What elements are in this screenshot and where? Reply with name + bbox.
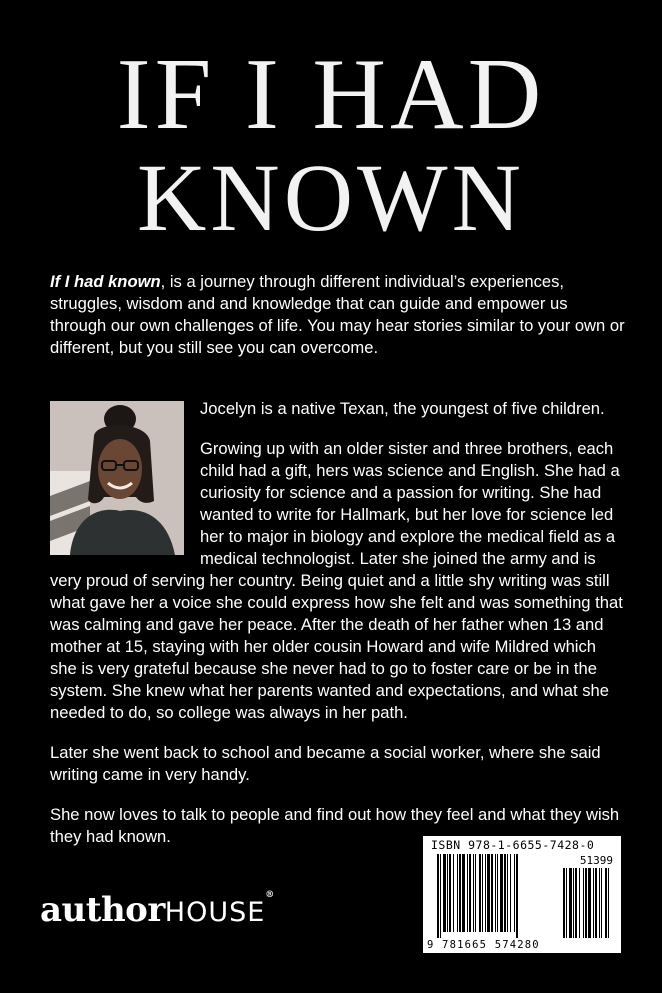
title-line-2: KNOWN: [137, 144, 525, 251]
registered-mark: ®: [265, 890, 274, 900]
bio-paragraph-4: She now loves to talk to people and find out how they feel and what they wish they had known.: [50, 805, 620, 846]
ean-digits: 9 781665 574280: [427, 939, 540, 951]
bio-paragraph-1: Jocelyn is a native Texan, the youngest of five children.: [200, 399, 605, 418]
blurb-lead: If I had known: [50, 272, 161, 291]
photo-spacer: [50, 398, 200, 556]
blurb-text: , is a journey through different individual’s experiences, struggles, wisdom and and knowledge that can guide and empower us through our own challenges of life. You may hear stories similar to your own or different, but you still see you can overcome.: [50, 272, 625, 357]
barcode-bars: [423, 836, 621, 953]
bio-paragraph-2: Growing up with an older sister and three brothers, each child had a gift, hers was science and English. She had a curiosity for science and a passion for writing. She had wanted to write for Hallmark, but her love for science led her to major in biology and explore the medical field as a medical technologist. Later she joined the army and is very proud of serving her country. Being quiet and a little shy writing was still what gave her a voice she could express how she felt and was something that was calming and gave her peace. After the death of her father when 13 and mother at 15, staying with her older cousin Howard and wife Mildred which she is very grateful because she never had to go to foster care or be in the system. She knew what her parents wanted and expectations, and what she needed to do, so college was always in her path.: [50, 439, 623, 722]
barcode: [423, 836, 621, 953]
price-code: 51399: [579, 854, 613, 867]
book-blurb: [50, 271, 625, 359]
logo-author: author: [40, 890, 165, 930]
bio-paragraph-3: Later she went back to school and became a social worker, where she said writing came in very handy.: [50, 743, 601, 784]
publisher-logo: [40, 890, 274, 930]
isbn-text: ISBN 978-1-6655-7428-0: [431, 838, 595, 852]
logo-house: HOUSE: [164, 897, 266, 928]
author-bio: [50, 398, 624, 866]
book-title: [0, 38, 662, 251]
title-line-1: IF I HAD: [116, 38, 546, 151]
